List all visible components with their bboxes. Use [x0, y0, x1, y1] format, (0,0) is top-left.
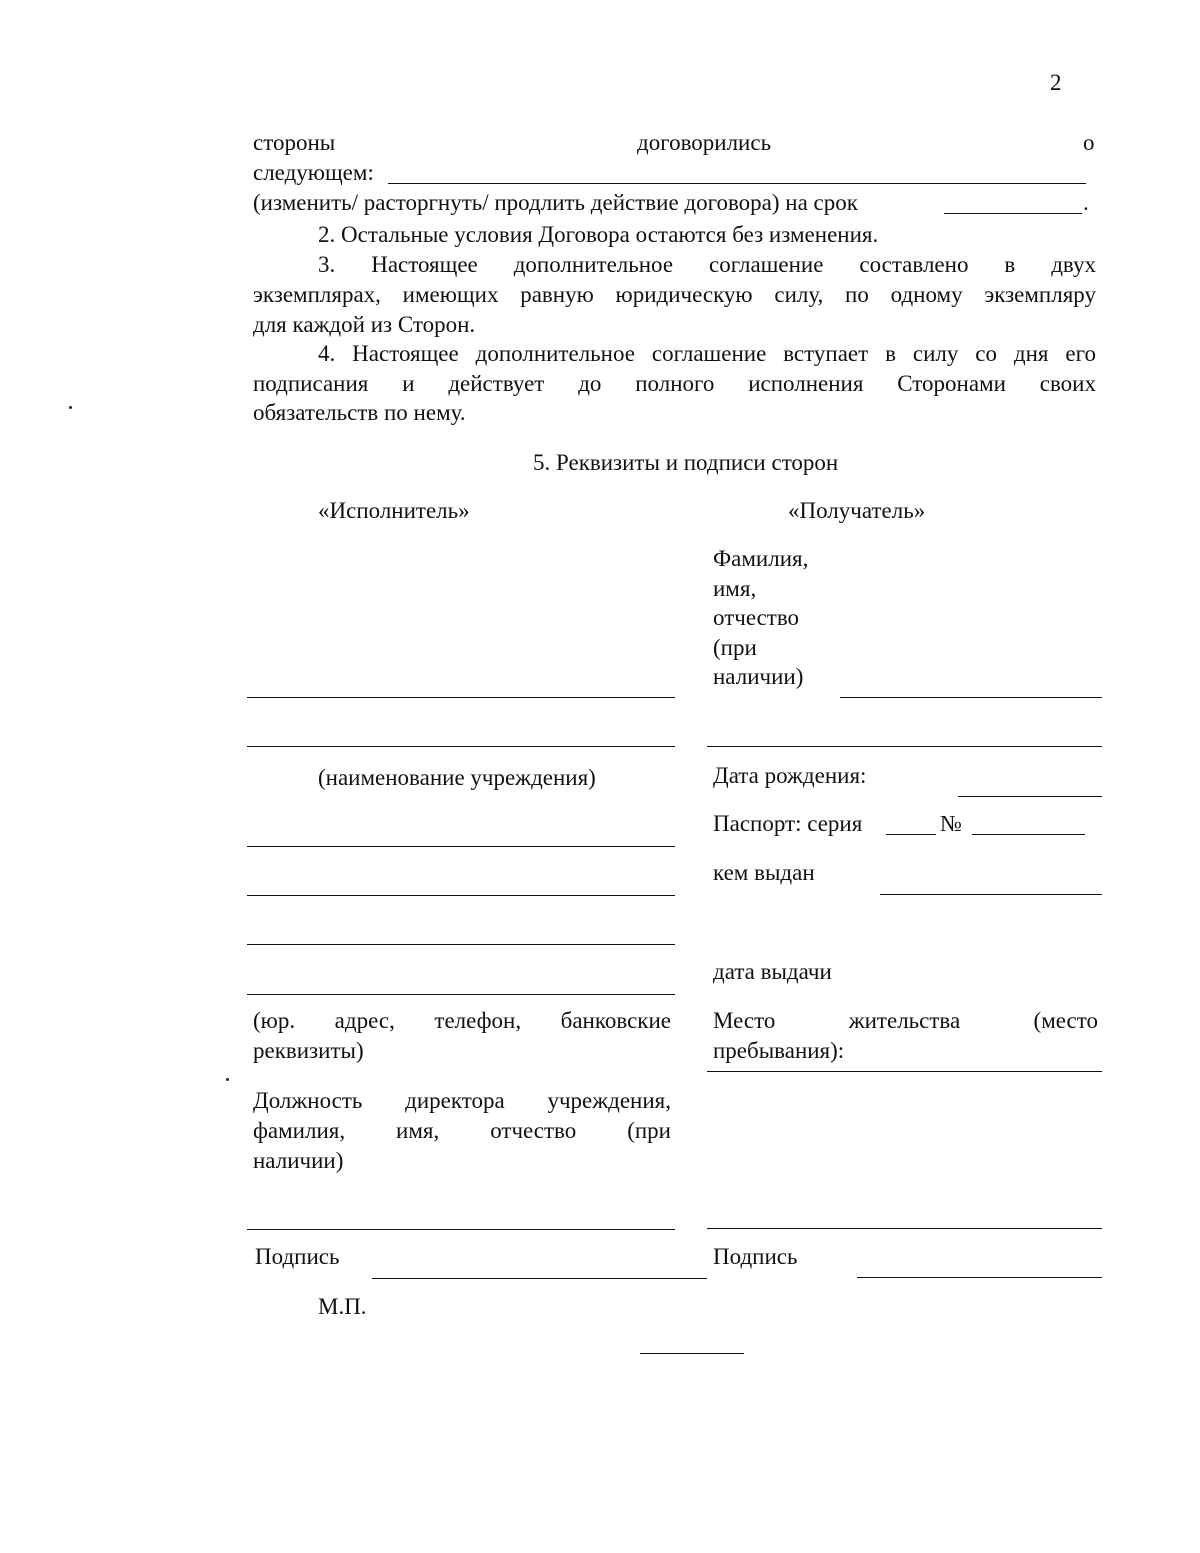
- recipient-line-7: [707, 1228, 1102, 1229]
- address-caption-line1: (юр. адрес, телефон, банковские: [253, 1008, 671, 1033]
- stamp-label: М.П.: [318, 1294, 367, 1319]
- passport-series-line: [886, 834, 936, 835]
- fio-line: [840, 697, 1102, 698]
- issued-by-line: [880, 894, 1102, 895]
- item-3-line3: для каждой из Сторон.: [253, 312, 476, 337]
- body-line1-word1: стороны: [253, 130, 336, 155]
- fio-caption-4: (при: [713, 635, 757, 660]
- executor-line-3: [247, 846, 675, 847]
- fio-caption-5: наличии): [713, 664, 804, 689]
- birth-date-line: [958, 796, 1102, 797]
- fio-caption-2: имя,: [713, 576, 757, 601]
- executor-signature-line: [372, 1278, 707, 1279]
- director-caption-line3: наличии): [253, 1148, 344, 1173]
- executor-line-5: [247, 944, 675, 945]
- item-3-line1: 3. Настоящее дополнительное соглашение составлено в двух: [318, 252, 1096, 277]
- executor-title: «Исполнитель»: [318, 498, 470, 523]
- director-caption-line1: Должность директора учреждения,: [253, 1088, 671, 1113]
- body-line1-word3: о: [1083, 130, 1095, 155]
- institution-caption: (наименование учреждения): [318, 765, 596, 790]
- executor-line-6: [247, 994, 675, 995]
- issued-by-label: кем выдан: [713, 860, 815, 885]
- page-number: 2: [1050, 70, 1062, 95]
- passport-number-line: [972, 834, 1085, 835]
- recipient-signature-line: [857, 1277, 1102, 1278]
- passport-series-label: Паспорт: серия: [713, 811, 863, 836]
- executor-line-1: [247, 697, 675, 698]
- address-caption-line2: реквизиты): [253, 1038, 364, 1063]
- fio-caption-3: отчество: [713, 605, 800, 630]
- item-4-line3: обязательств по нему.: [253, 400, 466, 425]
- executor-line-2: [247, 746, 675, 747]
- recipient-title: «Получатель»: [788, 498, 926, 523]
- executor-line-4: [247, 895, 675, 896]
- section-5-heading: 5. Реквизиты и подписи сторон: [533, 450, 839, 475]
- director-caption-line2: фамилия, имя, отчество (при: [253, 1118, 671, 1143]
- residence-line: [707, 1071, 1102, 1072]
- residence-label-line1: Место жительства (место: [713, 1008, 1098, 1033]
- executor-line-7: [247, 1229, 675, 1230]
- body-line3-end: .: [1083, 190, 1089, 215]
- scan-dot: [226, 1078, 229, 1081]
- item-3-line2: экземплярах, имеющих равную юридическую силу, по одному экземпляру: [253, 282, 1096, 307]
- item-2: 2. Остальные условия Договора остаются без изменения.: [318, 222, 879, 247]
- birth-date-label: Дата рождения:: [713, 763, 867, 788]
- residence-label-line2: пребывания):: [713, 1038, 845, 1063]
- recipient-signature-label: Подпись: [713, 1244, 798, 1269]
- body-line2: следующем:: [253, 160, 374, 185]
- scan-dot: [69, 406, 72, 409]
- executor-signature-label: Подпись: [255, 1244, 340, 1269]
- end-separator: [640, 1353, 744, 1354]
- fio-caption-1: Фамилия,: [713, 546, 809, 571]
- term-blank-line: [944, 213, 1082, 214]
- item-4-line1: 4. Настоящее дополнительное соглашение вступает в силу со дня его: [318, 341, 1096, 366]
- body-line3: (изменить/ расторгнуть/ продлить действие договора) на срок: [253, 190, 858, 215]
- issue-date-label: дата выдачи: [713, 959, 832, 984]
- passport-number-label: №: [940, 811, 962, 836]
- recipient-line-2: [707, 746, 1102, 747]
- body-line1-word2: договорились: [637, 130, 772, 155]
- item-4-line2: подписания и действует до полного исполнения Сторонами своих: [253, 371, 1096, 396]
- agreement-blank-line: [388, 183, 1086, 184]
